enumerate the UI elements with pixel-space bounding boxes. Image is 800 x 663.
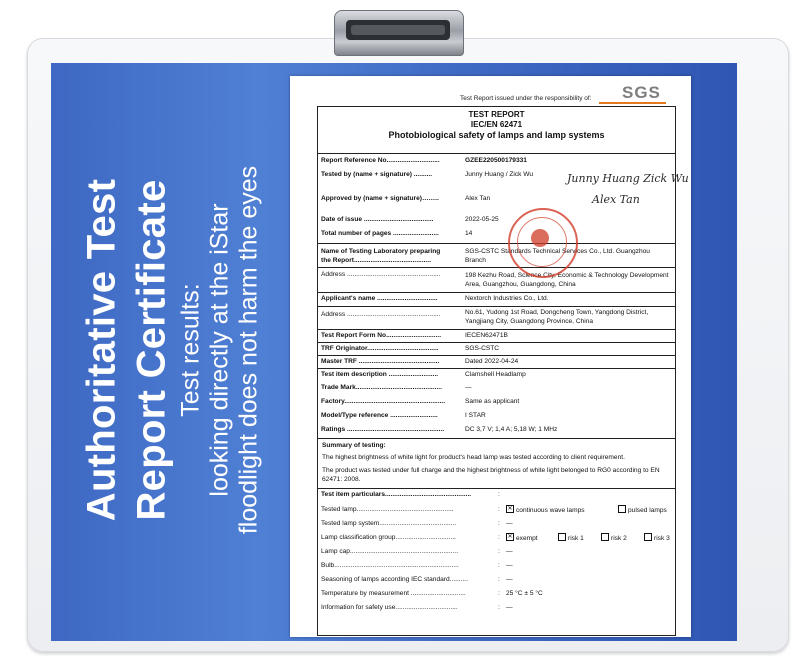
report-title: TEST REPORT — [468, 110, 525, 119]
checkbox-icon — [644, 533, 652, 541]
class-label: Lamp classification group................................. — [321, 534, 456, 541]
factory-value: Same as applicant — [465, 398, 520, 405]
ratings-value: DC 3,7 V; 1,4 A; 5,18 W; 1 MHz — [465, 426, 558, 433]
colon: : — [498, 534, 500, 541]
item-label: Test item description ........................... — [321, 371, 439, 378]
pulsed-option[interactable] — [618, 506, 667, 514]
trade-label: Trade Mark............................................... — [321, 384, 442, 391]
colon: : — [498, 590, 500, 597]
particulars-title: Test item particulars............................................... — [321, 491, 472, 498]
pages-label: Total number of pages ......................... — [321, 230, 439, 237]
model-value: I STAR — [465, 412, 486, 419]
pages-value: 14 — [465, 230, 473, 237]
ref-value: GZEE220500179331 — [465, 157, 527, 164]
ref-label: Report Reference No............................. — [321, 157, 440, 164]
clip-slot-inner — [351, 25, 445, 35]
heading-line2: Report Certificate — [129, 179, 174, 521]
cap-label: Lamp cap........................................................... — [321, 548, 459, 555]
master-value: Dated 2022-04-24 — [465, 358, 519, 365]
applicant-label: Applicant's name ................................. — [321, 295, 438, 302]
report-subject: Photobiological safety of lamps and lamp systems — [388, 130, 605, 140]
colon: : — [498, 562, 500, 569]
tested-lamp-label: Tested lamp..................................................... — [321, 506, 454, 513]
form-label: Test Report Form No.............................. — [321, 332, 442, 339]
trf-label: TRF Originator....................................... — [321, 345, 439, 352]
test-report-document — [290, 76, 691, 637]
colon: : — [498, 576, 500, 583]
colon: : — [498, 506, 500, 513]
lab-address-value: 198 Kezhu Road, Science City, Economic & Technology Development Area, Guangzhou, Guangdong, China — [465, 272, 669, 288]
sgs-logo-underline — [599, 102, 666, 104]
cap-value: — — [506, 548, 513, 555]
risk1-label: risk 1 — [568, 534, 584, 542]
season-label: Seasoning of lamps according IEC standard.......... — [321, 576, 468, 583]
approved-label: Approved by (name + signature)…….. — [321, 195, 439, 202]
applicant-address-value: No.61, Yudong 1st Road, Dongcheng Town, Yangdong District, Yangjiang City, Guangdong Province, China — [465, 309, 649, 325]
sgs-logo: SGS — [622, 83, 661, 102]
summary-title: Summary of testing: — [322, 442, 386, 449]
risk2-option[interactable] — [601, 534, 627, 542]
trade-value: — — [465, 384, 472, 391]
form-value: IECEN62471B — [465, 332, 508, 339]
continuous-label: continuous wave lamps — [516, 506, 585, 514]
lab-value: SGS-CSTC Standards Technical Services Co., Ltd. Guangzhou Branch — [465, 248, 650, 264]
temp-value: 25 °C ± 5 °C — [506, 590, 543, 597]
applicant-value: Nextorch Industries Co., Ltd. — [465, 295, 549, 302]
applicant-address-label: Address ................................................... — [321, 311, 441, 318]
report-table — [317, 106, 676, 636]
promo-text — [77, 166, 264, 534]
report-standard: IEC/EN 62471 — [470, 120, 523, 129]
trf-value: SGS-CSTC — [465, 345, 500, 352]
colon: : — [498, 548, 500, 555]
subheading-line1: Test results: — [176, 283, 205, 417]
factory-label: Factory....................................................... — [321, 398, 446, 405]
colon: : — [498, 604, 500, 611]
bulb-label: Bulb.................................................................... — [321, 562, 459, 569]
tested-system-value: — — [506, 520, 513, 527]
colon: : — [498, 520, 500, 527]
risk1-option[interactable] — [558, 534, 584, 542]
subheading-line3: floodlight does not harm the eyes — [234, 165, 263, 535]
heading-line1: Authoritative Test — [79, 178, 124, 522]
master-label: Master TRF ............................................ — [321, 358, 440, 365]
info-value: — — [506, 604, 513, 611]
signature-testers: Junny Huang Zick Wu — [567, 172, 689, 185]
checkbox-icon — [558, 533, 566, 541]
tested-label: Tested by (name + signature) .......... — [321, 171, 433, 178]
info-label: Information for safety use.................................. — [321, 604, 458, 611]
item-value: Clamshell Headlamp — [465, 371, 526, 378]
exempt-option[interactable] — [506, 534, 538, 542]
date-label: Date of issue ...................................... — [321, 216, 434, 223]
model-label: Model/Type reference .......................... — [321, 412, 438, 419]
exempt-label: exempt — [516, 534, 538, 542]
checked-box-icon: ✕ — [507, 506, 513, 512]
risk2-label: risk 2 — [611, 534, 627, 542]
checkbox-icon — [618, 505, 626, 513]
temp-label: Temperature by measurement .............................. — [321, 590, 466, 597]
summary-line2: The product was tested under full charge and the highest brightness of white light belonged to RG0 according to EN 62471: 2008. — [322, 467, 660, 483]
continuous-option[interactable] — [506, 506, 585, 514]
ratings-label: Ratings ..................................................... — [321, 426, 445, 433]
risk3-option[interactable] — [644, 534, 670, 542]
subheading-line2: looking directly at the iStar — [205, 203, 234, 497]
lab-address-label: Address ................................................... — [321, 271, 441, 278]
particulars-colon: : — [498, 491, 500, 498]
responsibility-text: Test Report issued under the responsibility of: — [460, 95, 592, 102]
tested-value: Junny Huang / Zick Wu — [465, 171, 534, 178]
checkbox-icon — [601, 533, 609, 541]
date-value: 2022-05-25 — [465, 216, 499, 223]
bulb-value: — — [506, 562, 513, 569]
tested-system-label: Tested lamp system.......................................... — [321, 520, 457, 527]
official-seal-star — [531, 229, 549, 247]
summary-line1: The highest brightness of white light for product's head lamp was tested according to client requirement. — [322, 454, 625, 461]
checked-box-icon: ✕ — [507, 534, 513, 540]
season-value: — — [506, 576, 513, 583]
risk3-label: risk 3 — [654, 534, 670, 542]
approved-value: Alex Tan — [465, 195, 491, 202]
pulsed-label: pulsed lamps — [628, 506, 667, 514]
signature-approver: Alex Tan — [592, 193, 640, 206]
lab-label: Name of Testing Laboratory preparing the Report.......................................... — [321, 248, 441, 264]
